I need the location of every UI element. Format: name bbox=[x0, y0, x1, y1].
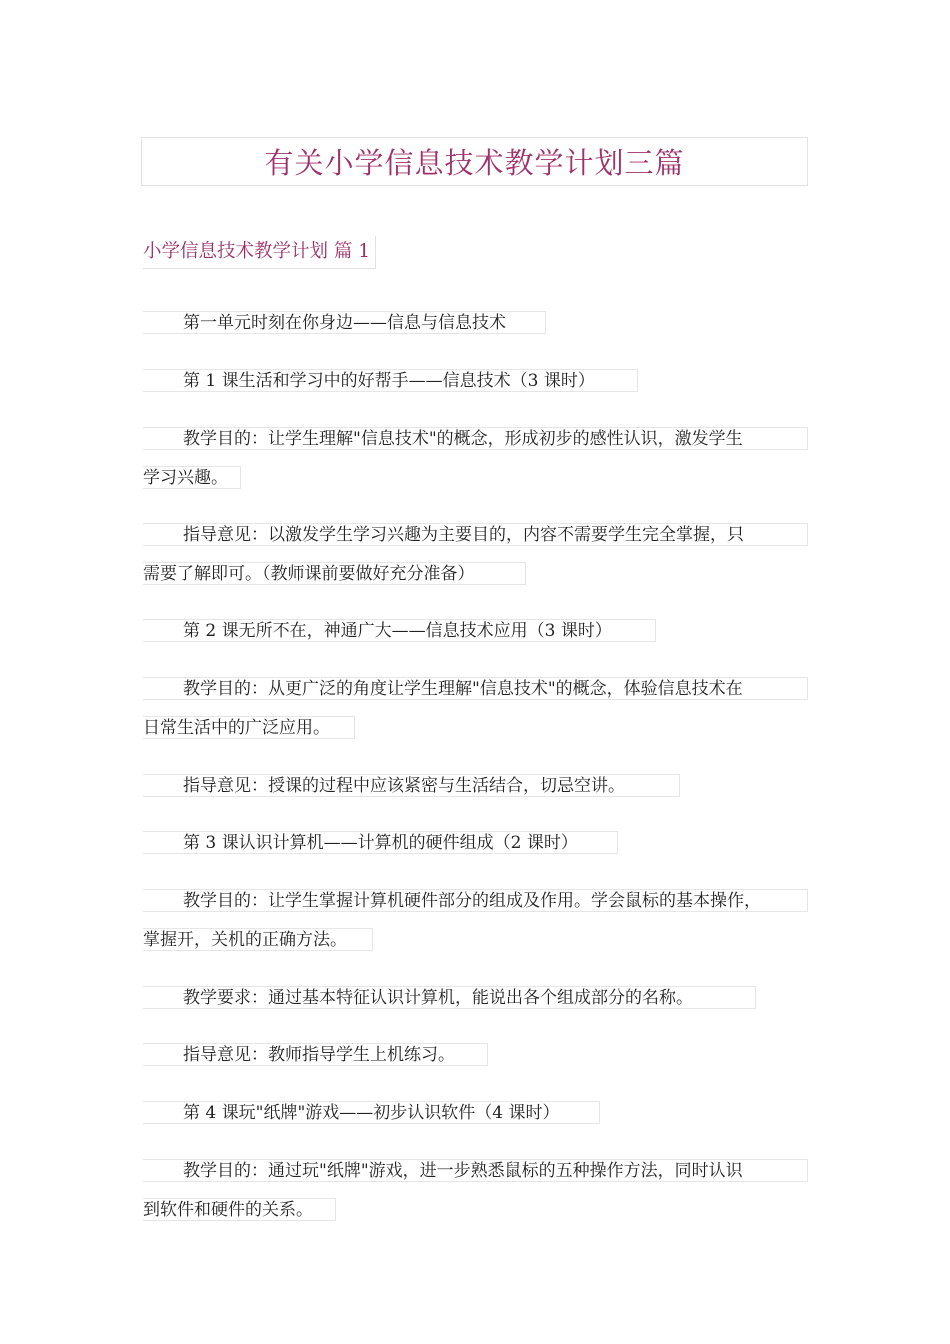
paragraph-line: 第 3 课认识计算机——计算机的硬件组成（2 课时） bbox=[143, 833, 808, 853]
paragraph bbox=[143, 429, 808, 488]
paragraph-line: 第一单元时刻在你身边——信息与信息技术 bbox=[143, 313, 808, 333]
paragraph bbox=[143, 891, 808, 950]
paragraph bbox=[143, 371, 808, 391]
paragraph-line: 第 1 课生活和学习中的好帮手——信息技术（3 课时） bbox=[143, 371, 808, 391]
document-title: 有关小学信息技术教学计划三篇 bbox=[264, 146, 685, 180]
paragraph bbox=[143, 1161, 808, 1220]
paragraph bbox=[143, 776, 808, 796]
paragraph-line: 日常生活中的广泛应用。 bbox=[143, 718, 808, 738]
paragraph-line: 第 2 课无所不在，神通广大——信息技术应用（3 课时） bbox=[143, 621, 808, 641]
section-heading: 小学信息技术教学计划 篇 1 bbox=[143, 236, 376, 269]
paragraph-line: 教学目的：让学生理解"信息技术"的概念，形成初步的感性认识，激发学生 bbox=[143, 429, 808, 449]
paragraph-line: 教学目的：让学生掌握计算机硬件部分的组成及作用。学会鼠标的基本操作， bbox=[143, 891, 808, 911]
paragraph-line: 掌握开，关机的正确方法。 bbox=[143, 930, 808, 950]
paragraph-line: 教学要求：通过基本特征认识计算机，能说出各个组成部分的名称。 bbox=[143, 988, 808, 1008]
paragraph-line: 指导意见：教师指导学生上机练习。 bbox=[143, 1045, 808, 1065]
paragraph-line: 需要了解即可。（教师课前要做好充分准备） bbox=[143, 564, 808, 584]
paragraph-line: 学习兴趣。 bbox=[143, 468, 808, 488]
paragraph-line: 第 4 课玩"纸牌"游戏——初步认识软件（4 课时） bbox=[143, 1103, 808, 1123]
paragraph bbox=[143, 313, 808, 333]
paragraph bbox=[143, 525, 808, 584]
paragraph bbox=[143, 1103, 808, 1123]
paragraph bbox=[143, 833, 808, 853]
paragraph-line: 指导意见：授课的过程中应该紧密与生活结合，切忌空讲。 bbox=[143, 776, 808, 796]
title-box bbox=[141, 137, 808, 186]
paragraph-line: 教学目的：通过玩"纸牌"游戏，进一步熟悉鼠标的五种操作方法，同时认识 bbox=[143, 1161, 808, 1181]
paragraph-line: 到软件和硬件的关系。 bbox=[143, 1200, 808, 1220]
paragraph-line: 指导意见：以激发学生学习兴趣为主要目的，内容不需要学生完全掌握，只 bbox=[143, 525, 808, 545]
paragraph-line: 教学目的：从更广泛的角度让学生理解"信息技术"的概念，体验信息技术在 bbox=[143, 679, 808, 699]
paragraph bbox=[143, 679, 808, 738]
paragraph bbox=[143, 988, 808, 1008]
paragraph bbox=[143, 1045, 808, 1065]
paragraph bbox=[143, 621, 808, 641]
